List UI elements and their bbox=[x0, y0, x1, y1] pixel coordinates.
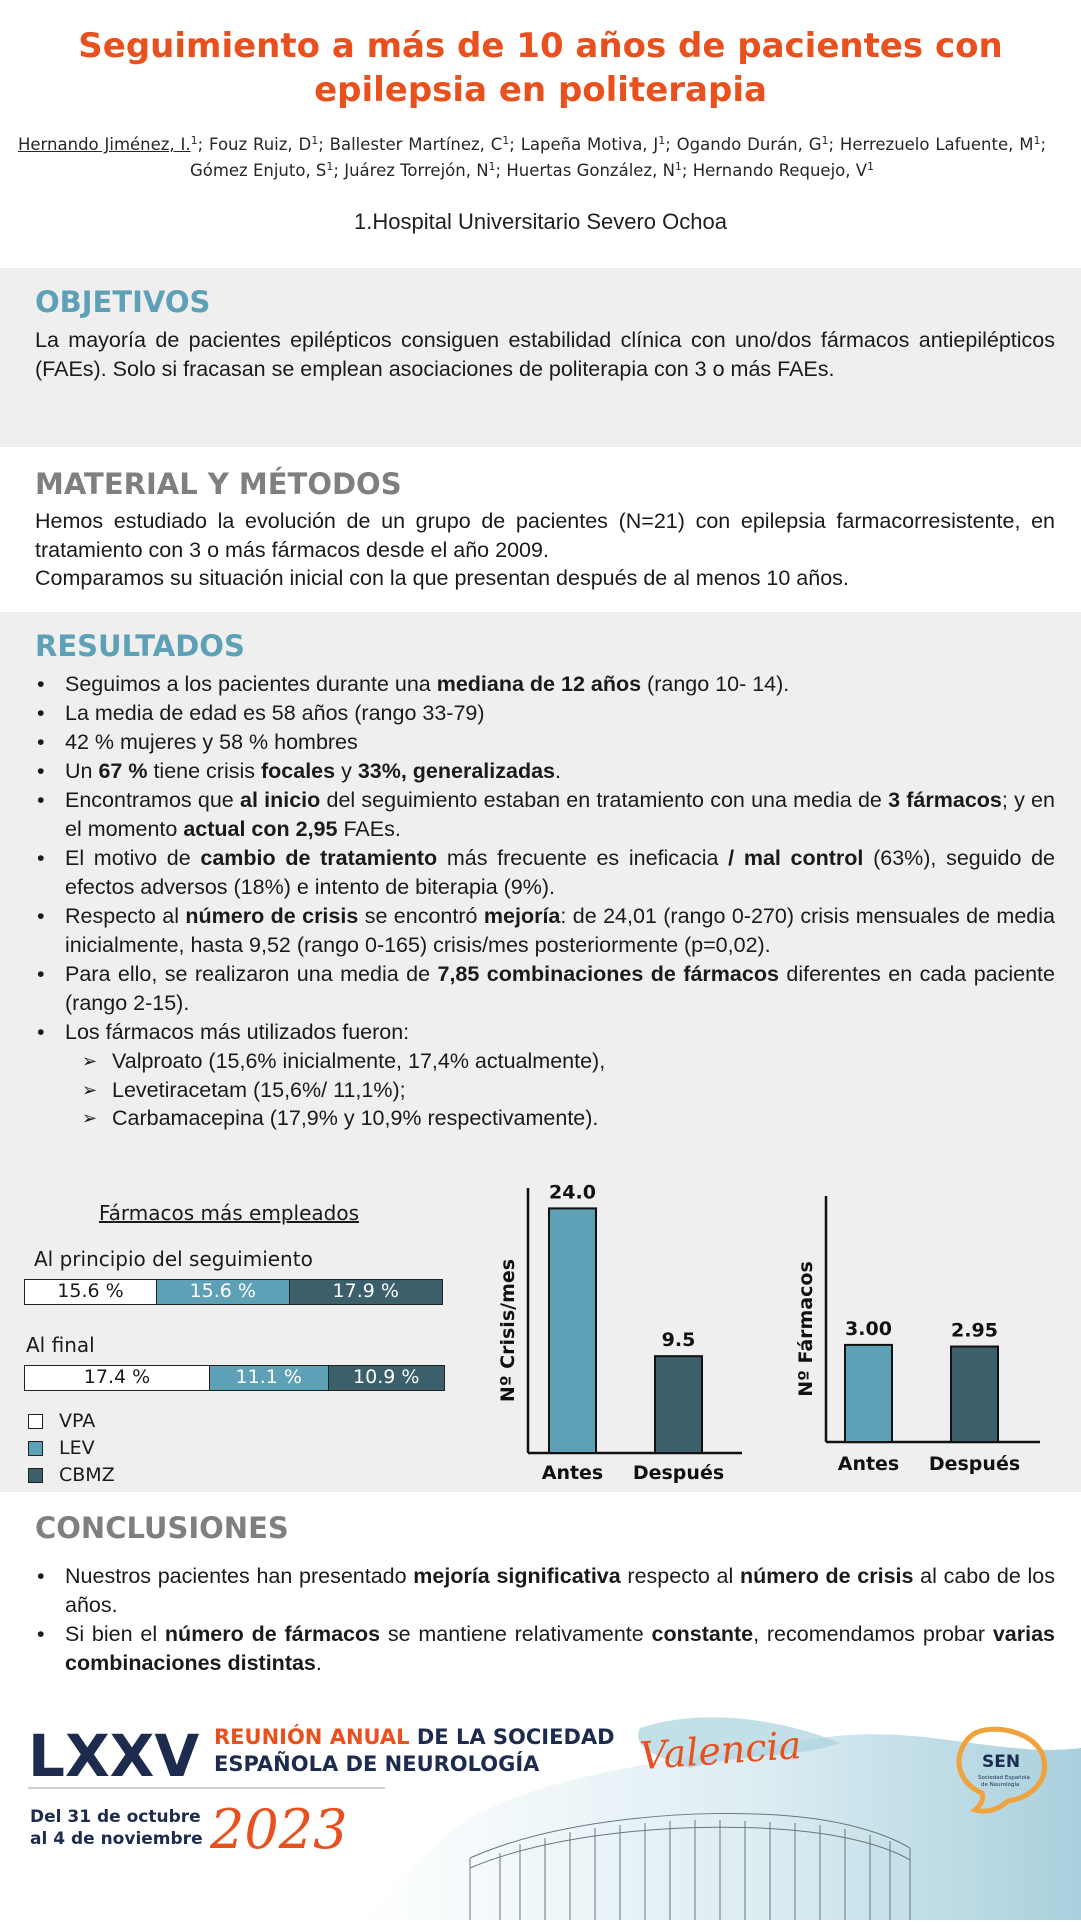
author-name: Lapeña Motiva, J bbox=[520, 135, 659, 154]
bold-text: focales bbox=[261, 759, 336, 783]
text: . bbox=[555, 759, 561, 783]
text: , recomendamos probar bbox=[753, 1622, 993, 1646]
resultados-title: RESULTADOS bbox=[35, 629, 245, 663]
sen-logo-sub-1: Sociedad Española bbox=[978, 1775, 1030, 1781]
result-bullet bbox=[35, 960, 1055, 1018]
bold-text: cambio de tratamiento bbox=[200, 846, 438, 870]
text: Respecto al bbox=[65, 904, 186, 928]
title-line-1: Seguimiento a más de 10 años de pacientes con bbox=[78, 26, 1003, 66]
legend-label-vpa: VPA bbox=[59, 1410, 96, 1432]
text: y bbox=[335, 759, 358, 783]
y-axis-label: Nº Fármacos bbox=[795, 1261, 817, 1397]
bold-text: número de fármacos bbox=[164, 1622, 381, 1646]
author-affiliation-mark: 1 bbox=[190, 134, 198, 147]
congress-line-1-orange: REUNIÓN ANUAL bbox=[214, 1725, 410, 1749]
text: del seguimiento estaban en tratamiento con una media de bbox=[320, 788, 889, 812]
text: (63%), seguido de efectos adversos (18%) e intento de biterapia (9%). bbox=[65, 846, 1055, 899]
authors-list: Hernando Jiménez, I.$^1$; Fouz Ruiz, $D^1$; Ballester Martínez, $C^1$; Lapeña Motiva, $J^1$; Ogando Durán, $G^1$; Herrezuelo Lafuente, $M^1$; Gómez Enjuto, $S^1$; Juárez Torrejón, $N^1$; Huertas González, $N^1$; Hernando Requejo, $V^1$ bbox=[18, 134, 1047, 180]
text: (rango 10- 14). bbox=[641, 672, 790, 696]
roman-numeral: LXXV bbox=[28, 1722, 200, 1790]
text: diferentes en cada paciente (rango 2-15). bbox=[65, 962, 1055, 1015]
text: 42 % mujeres y 58 % hombres bbox=[65, 730, 358, 754]
metodos-text-1: Hemos estudiado la evolución de un grupo de pacientes (N=21) con epilepsia farmacorresistente, en tratamiento con 3 o más fármacos desde el año 2009. bbox=[35, 509, 1055, 562]
text: más frecuente es ineficacia bbox=[437, 846, 729, 870]
bar-después bbox=[655, 1356, 702, 1453]
bold-text: mejoría significativa bbox=[413, 1564, 621, 1588]
city-name: Valencia bbox=[638, 1722, 803, 1779]
author-name: Gómez Enjuto, S bbox=[189, 161, 327, 180]
author-affiliation-mark: 1 bbox=[867, 160, 875, 173]
conclusiones-title: CONCLUSIONES bbox=[35, 1511, 289, 1545]
dates-line-1: Del 31 de octubre bbox=[30, 1807, 201, 1827]
author-affiliation-mark: 1 bbox=[311, 134, 319, 147]
y-axis-label: Nº Crisis/mes bbox=[497, 1258, 519, 1403]
section-conclusiones bbox=[0, 1496, 1081, 1696]
author-name: Herrezuelo Lafuente, M bbox=[839, 135, 1034, 154]
text: Encontramos que bbox=[65, 788, 240, 812]
stacked-segment-lev: 15.6 % bbox=[156, 1279, 291, 1305]
text: Los fármacos más utilizados fueron: bbox=[65, 1020, 410, 1044]
congress-footer bbox=[0, 1698, 1081, 1920]
author-name: Ogando Durán, G bbox=[676, 135, 822, 154]
affiliation: 1.Hospital Universitario Severo Ochoa bbox=[354, 209, 727, 234]
x-tick-label: Antes bbox=[837, 1453, 900, 1475]
author-affiliation-mark: 1 bbox=[488, 160, 496, 173]
bold-text: número de crisis bbox=[185, 904, 359, 928]
x-tick-label: Después bbox=[928, 1453, 1021, 1475]
bold-text: actual con 2,95 bbox=[183, 817, 338, 841]
section-objetivos bbox=[0, 268, 1081, 447]
stacked-segment-vpa: 17.4 % bbox=[24, 1365, 210, 1391]
result-bullet bbox=[35, 699, 1055, 728]
author-name: Huertas González, N bbox=[506, 161, 675, 180]
x-tick-label: Después bbox=[632, 1462, 725, 1484]
sen-logo-text: SEN bbox=[982, 1752, 1021, 1772]
metodos-title: MATERIAL Y MÉTODOS bbox=[35, 467, 402, 501]
stacked-segment-cbmz: 10.9 % bbox=[328, 1365, 446, 1391]
bar-antes bbox=[549, 1208, 596, 1453]
text: FAEs. bbox=[337, 817, 401, 841]
result-bullet bbox=[35, 844, 1055, 902]
author-affiliation-mark: 1 bbox=[502, 134, 510, 147]
author-affiliation-mark: 1 bbox=[1033, 134, 1041, 147]
bold-text: varias combinaciones distintas bbox=[65, 1622, 1055, 1675]
text: se mantiene relativamente bbox=[380, 1622, 652, 1646]
bar-después bbox=[951, 1347, 998, 1442]
vertical-bar-charts bbox=[0, 1180, 1081, 1492]
stacked-segment-lev: 11.1 % bbox=[209, 1365, 330, 1391]
text: se encontró bbox=[358, 904, 484, 928]
metodos-text-2: Comparamos su situación inicial con la que presentan después de al menos 10 años. bbox=[35, 566, 849, 590]
result-bullet bbox=[35, 670, 1055, 699]
result-bullet bbox=[35, 757, 1055, 786]
bold-text: número de crisis bbox=[739, 1564, 914, 1588]
data-label: 9.5 bbox=[661, 1329, 696, 1352]
stacked-segment-cbmz: 17.9 % bbox=[289, 1279, 444, 1305]
conclusion-bullet bbox=[35, 1562, 1055, 1620]
drug-sub-bullet: ➢ Valproato (15,6% inicialmente, 17,4% actualmente), bbox=[35, 1047, 1055, 1076]
author-name: Ballester Martínez, C bbox=[329, 135, 503, 154]
author-affiliation-mark: 1 bbox=[658, 134, 666, 147]
drug-sub-bullet: ➢ Carbamacepina (17,9% y 10,9% respectivamente). bbox=[35, 1104, 1055, 1133]
bold-text: 67 % bbox=[98, 759, 148, 783]
text: El motivo de bbox=[65, 846, 201, 870]
congress-line-1-dark: DE LA SOCIEDAD bbox=[409, 1725, 615, 1749]
author-name: Juárez Torrejón, N bbox=[344, 161, 489, 180]
dates-line-2: al 4 de noviembre bbox=[30, 1829, 203, 1849]
author-affiliation-mark: 1 bbox=[821, 134, 829, 147]
stacked-row-label-1: Al principio del seguimiento bbox=[34, 1247, 313, 1271]
congress-line-1 bbox=[214, 1724, 615, 1749]
conclusiones-bullets bbox=[35, 1562, 1055, 1678]
text: Para ello, se realizaron una media de bbox=[65, 962, 438, 986]
text: La media de edad es 58 años (rango 33-79) bbox=[65, 701, 485, 725]
text: al cabo de los años. bbox=[65, 1564, 1055, 1617]
bold-text: mejoría bbox=[483, 904, 561, 928]
text: Nuestros pacientes han presentado bbox=[65, 1564, 414, 1588]
author-name: Hernando Requejo, V bbox=[692, 161, 868, 180]
poster-title bbox=[0, 24, 1081, 112]
text: . bbox=[315, 1651, 322, 1675]
data-label: 3.00 bbox=[845, 1317, 892, 1340]
data-label: 2.95 bbox=[951, 1319, 998, 1342]
bold-text: al inicio bbox=[239, 788, 321, 812]
title-line-2: epilepsia en politerapia bbox=[314, 70, 767, 110]
text: tiene crisis bbox=[147, 759, 261, 783]
result-bullet bbox=[35, 1018, 1055, 1047]
text: Si bien el bbox=[65, 1622, 165, 1646]
author-affiliation-mark: 1 bbox=[326, 160, 334, 173]
congress-line-2: ESPAÑOLA DE NEUROLOGÍA bbox=[214, 1752, 540, 1776]
result-bullet bbox=[35, 728, 1055, 757]
stacked-segment-vpa: 15.6 % bbox=[24, 1279, 157, 1305]
objetivos-title: OBJETIVOS bbox=[35, 285, 211, 319]
conclusion-bullet bbox=[35, 1620, 1055, 1678]
legend-label-lev: LEV bbox=[59, 1437, 95, 1459]
drug-sub-bullet: ➢ Levetiracetam (15,6%/ 11,1%); bbox=[35, 1076, 1055, 1105]
bar-antes bbox=[845, 1345, 892, 1442]
bold-text: mediana de 12 años bbox=[436, 672, 642, 696]
footer-graphic bbox=[0, 1698, 1081, 1920]
stacked-row-label-2: Al final bbox=[26, 1333, 95, 1357]
data-label: 24.0 bbox=[549, 1181, 596, 1204]
text: Seguimos a los pacientes durante una bbox=[65, 672, 437, 696]
objetivos-text: La mayoría de pacientes epilépticos consiguen estabilidad clínica con uno/dos fármacos antiepilépticos (FAEs). Solo si fracasan se emplean asociaciones de politerapia con 3 o más FAEs. bbox=[35, 328, 1055, 381]
sen-logo-sub-2: de Neurología bbox=[981, 1782, 1020, 1788]
resultados-bullets bbox=[35, 670, 1055, 1047]
text: Un bbox=[65, 759, 99, 783]
author-affiliation-mark: 1 bbox=[674, 160, 682, 173]
legend-label-cbmz: CBMZ bbox=[59, 1464, 115, 1486]
farmacos-sub-list bbox=[35, 1047, 1055, 1133]
bold-text: 33%, generalizadas bbox=[357, 759, 555, 783]
text: respecto al bbox=[620, 1564, 740, 1588]
farmacos-chart-title: Fármacos más empleados bbox=[99, 1201, 360, 1225]
x-tick-label: Antes bbox=[541, 1462, 604, 1484]
year: 2023 bbox=[210, 1798, 348, 1861]
bold-text: 7,85 combinaciones de fármacos bbox=[437, 962, 779, 986]
bold-text: 3 fármacos bbox=[888, 788, 1002, 812]
section-metodos bbox=[0, 450, 1081, 610]
bold-text: / mal control bbox=[728, 846, 864, 870]
bold-text: constante bbox=[651, 1622, 754, 1646]
result-bullet bbox=[35, 786, 1055, 844]
text: : de 24,01 (rango 0-270) crisis mensuales de media inicialmente, hasta 9,52 (rango 0-165) crisis/mes posteriormente (p=0,02). bbox=[65, 904, 1055, 957]
result-bullet bbox=[35, 902, 1055, 960]
text: ; y en el momento bbox=[65, 788, 1055, 841]
author-name: Hernando Jiménez, I. bbox=[18, 135, 191, 154]
author-name: Fouz Ruiz, D bbox=[209, 135, 312, 154]
